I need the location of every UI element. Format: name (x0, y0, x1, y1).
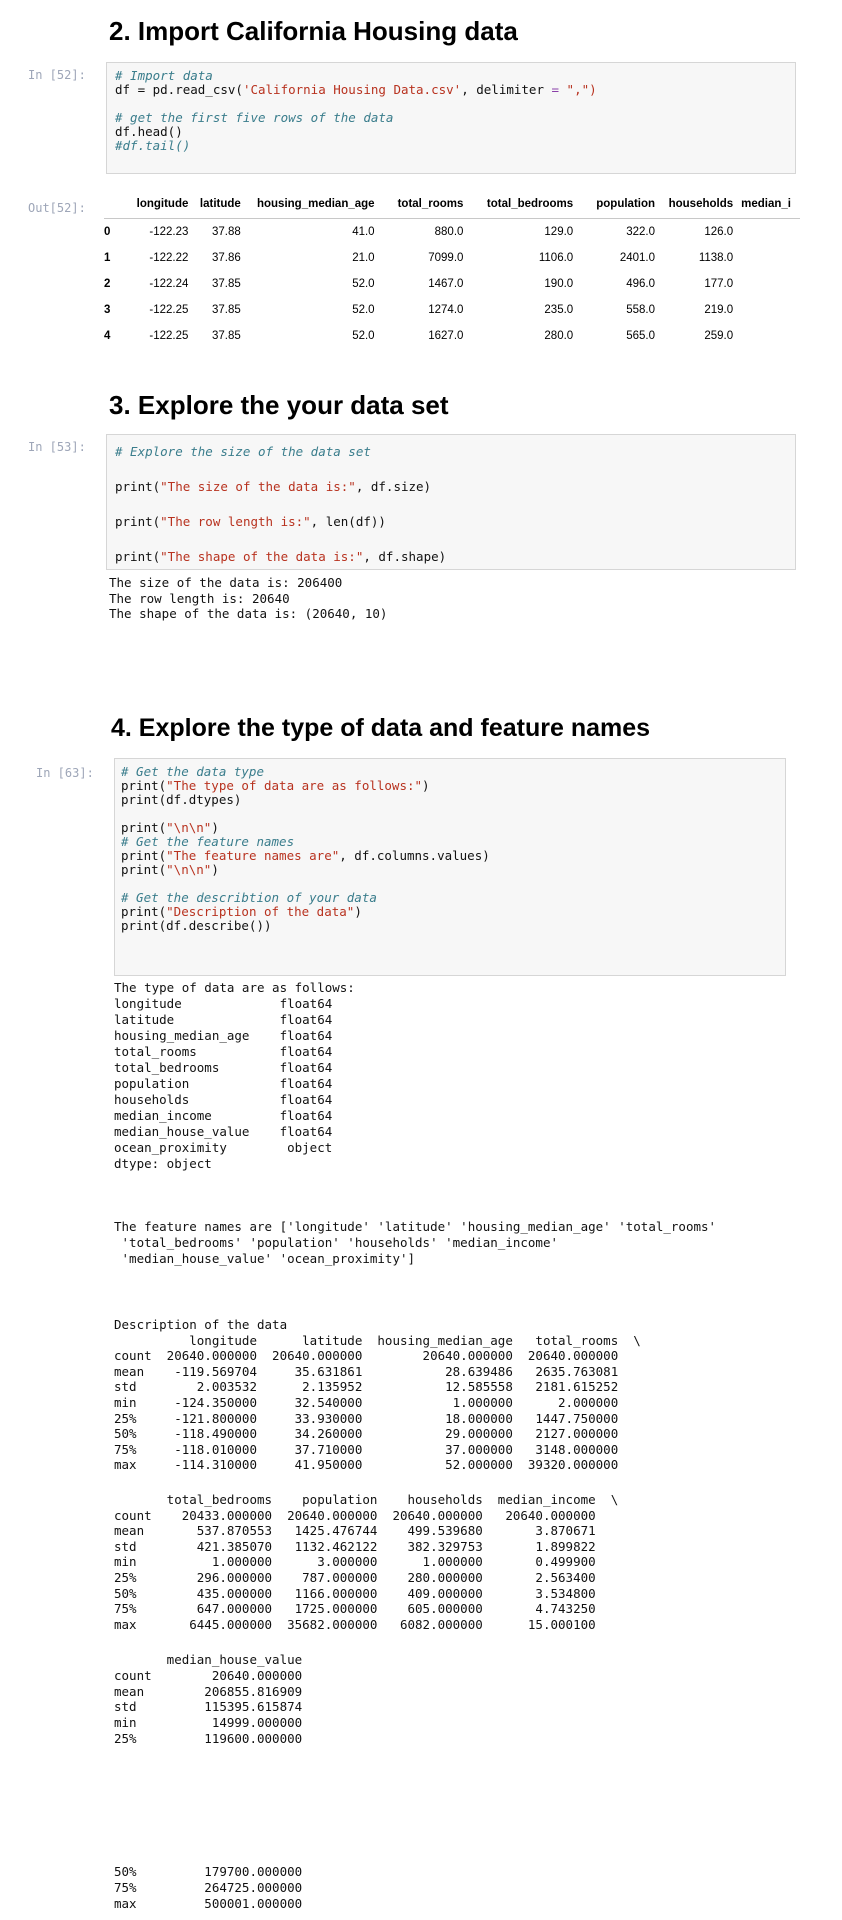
table-row (104, 271, 800, 297)
table-cell: 129.0 (544, 226, 574, 238)
code-cell-53-source (115, 443, 446, 566)
table-header: total_bedrooms (463, 190, 573, 219)
code-cell-52[interactable] (106, 62, 796, 174)
section-4-heading: 4. Explore the type of data and feature names (111, 714, 651, 742)
output-describe-part-1: Description of the data longitude latitude housing_median_age total_rooms \ count 20640.000000 20640.000000 20640.000000 20640.000000 mean -119.569704 35.631861 28.639486 2635.763081 std 2.003532 2.135952 12.585558 2181.615252 min -124.350000 32.540000 1.000000 2.000000 25% -121.800000 33.930000 18.000000 1447.750000 50% -118.490000 34.260000 29.000000 2127.000000 75% -118.010000 37.710000 37.000000 3148.000000 max -114.310000 41.950000 52.000000 39320.000000 (114, 1317, 641, 1473)
table-cell: 1627.0 (428, 330, 464, 342)
code-text: , df.columns.values) (339, 848, 490, 863)
table-header: median_i (733, 190, 800, 219)
code-text: ) (354, 904, 362, 919)
code-text: print( (115, 549, 161, 564)
dataframe-head-table (104, 190, 800, 349)
code-text: , len(df)) (310, 514, 386, 529)
code-text: print( (121, 820, 167, 835)
table-cell: 496.0 (626, 278, 656, 290)
code-cell-53[interactable] (106, 434, 796, 570)
table-cell: 52.0 (352, 330, 375, 342)
table-cell: 37.85 (212, 278, 241, 290)
table-cell: 1106.0 (538, 252, 574, 264)
input-prompt-53: In [53]: (28, 440, 86, 454)
code-text: print( (121, 904, 167, 919)
code-text: print(df.dtypes) (121, 792, 242, 807)
code-comment: #df.tail() (115, 138, 191, 153)
code-string: "\n\n" (166, 862, 212, 877)
table-row (104, 323, 800, 349)
table-cell: 880.0 (434, 226, 464, 238)
output-describe-part-4: 50% 179700.000000 75% 264725.000000 max 500001.000000 (114, 1864, 303, 1911)
table-cell: 126.0 (704, 226, 734, 238)
code-string: ",") (559, 82, 597, 97)
code-text: ) (422, 778, 430, 793)
table-cell-empty (733, 271, 800, 297)
code-text: ) (211, 820, 219, 835)
code-text: print( (121, 778, 167, 793)
code-text: print( (115, 514, 161, 529)
table-cell: 322.0 (626, 226, 656, 238)
code-text: , df.size) (355, 479, 432, 494)
table-header: total_rooms (375, 190, 464, 219)
table-cell: 52.0 (352, 278, 375, 290)
table-cell-empty (733, 219, 800, 246)
code-comment: # Get the feature names (121, 834, 295, 849)
table-header: households (655, 190, 733, 219)
code-text: df.head() (115, 124, 183, 139)
table-cell: 177.0 (704, 278, 734, 290)
output-describe-part-2: total_bedrooms population households median_income \ count 20433.000000 20640.000000 20640.000000 20640.000000 mean 537.870553 1425.476744 499.539680 3.870671 std 421.385070 1132.462122 382.329753 1.899822 min 1.000000 3.000000 1.000000 0.499900 25% 296.000000 787.000000 280.000000 2.563400 50% 435.000000 1166.000000 409.000000 3.534800 75% 647.000000 1725.000000 605.000000 4.743250 max 6445.000000 35682.000000 6082.000000 15.000100 (114, 1492, 619, 1632)
table-header-row (104, 190, 800, 219)
table-header: population (573, 190, 655, 219)
code-string: "The shape of the data is:" (160, 549, 364, 564)
table-cell: 219.0 (704, 304, 734, 316)
code-comment: # Get the data type (121, 764, 264, 779)
code-string: 'California Housing Data.csv' (242, 82, 462, 97)
table-cell: 190.0 (544, 278, 574, 290)
code-string: "The type of data are as follows:" (166, 778, 423, 793)
code-operator: = (551, 82, 560, 97)
table-header-index (104, 190, 131, 219)
table-cell: -122.25 (149, 330, 189, 342)
table-cell: 2401.0 (619, 252, 656, 264)
table-row-index: 4 (104, 330, 111, 342)
table-cell: -122.22 (149, 252, 189, 264)
code-string: "The size of the data is:" (160, 479, 356, 494)
code-text: df = pd.read_csv( (115, 82, 243, 97)
code-text: print(df.describe()) (121, 918, 272, 933)
table-header: housing_median_age (241, 190, 375, 219)
table-cell: 7099.0 (428, 252, 464, 264)
table-cell: 37.86 (212, 252, 241, 264)
table-cell-empty (733, 297, 800, 323)
table-cell: 558.0 (626, 304, 656, 316)
table-cell: 41.0 (352, 226, 375, 238)
code-comment: # Import data (115, 68, 213, 83)
output-describe-part-3: median_house_value count 20640.000000 mean 206855.816909 std 115395.615874 min 14999.000000 25% 119600.000000 (114, 1652, 303, 1746)
table-cell: 235.0 (544, 304, 574, 316)
table-cell: 52.0 (352, 304, 375, 316)
table-cell-empty (733, 245, 800, 271)
input-prompt-63: In [63]: (36, 766, 94, 780)
table-row (104, 297, 800, 323)
section-3-heading: 3. Explore the your data set (109, 390, 449, 420)
table-header: longitude (131, 190, 188, 219)
table-row-index: 1 (104, 252, 111, 264)
table-header: latitude (188, 190, 240, 219)
code-text: print( (121, 848, 167, 863)
code-text: print( (121, 862, 167, 877)
code-cell-52-source (115, 69, 597, 153)
code-string: "Description of the data" (166, 904, 355, 919)
input-prompt-52: In [52]: (28, 68, 86, 82)
output-feature-names: The feature names are ['longitude' 'latitude' 'housing_median_age' 'total_rooms' 'total_bedrooms' 'population' 'households' 'median_income' 'median_house_value' 'ocean_proximity'] (114, 1219, 717, 1266)
table-row (104, 245, 800, 271)
table-row-index: 3 (104, 304, 111, 316)
table-row-index: 2 (104, 278, 111, 290)
code-string: "The feature names are" (166, 848, 340, 863)
code-comment: # get the first five rows of the data (115, 110, 394, 125)
table-cell: 1138.0 (698, 252, 734, 264)
table-cell: -122.25 (149, 304, 189, 316)
output-dtypes: The type of data are as follows: longitude float64 latitude float64 housing_median_age float64 total_rooms float64 total_bedrooms float64 population float64 households float64 median_income float64 median_house_value float64 ocean_proximity object dtype: object (114, 980, 355, 1171)
table-cell: 259.0 (704, 330, 734, 342)
code-string: "The row length is:" (160, 514, 311, 529)
code-text: , delimiter (461, 82, 552, 97)
code-text: print( (115, 479, 161, 494)
table-cell-empty (733, 323, 800, 349)
table-cell: 21.0 (352, 252, 375, 264)
code-text: ) (211, 862, 219, 877)
table-cell: -122.23 (149, 226, 189, 238)
table-row (104, 219, 800, 246)
table-cell: 1274.0 (428, 304, 464, 316)
code-cell-63[interactable] (114, 758, 786, 976)
table-cell: 280.0 (544, 330, 574, 342)
table-cell: 37.85 (212, 304, 241, 316)
table-row-index: 0 (104, 226, 111, 238)
output-prompt-52: Out[52]: (28, 201, 86, 215)
code-text: , df.shape) (363, 549, 447, 564)
output-53: The size of the data is: 206400 The row length is: 20640 The shape of the data is: (20640, 10) (109, 575, 388, 621)
code-comment: # Get the describtion of your data (121, 890, 377, 905)
table-cell: 565.0 (626, 330, 656, 342)
code-string: "\n\n" (166, 820, 212, 835)
code-cell-63-source (121, 765, 490, 933)
table-cell: 1467.0 (428, 278, 464, 290)
table-cell: -122.24 (149, 278, 189, 290)
dataframe-head-table-wrap (104, 190, 800, 349)
table-cell: 37.88 (212, 226, 241, 238)
code-comment: # Explore the size of the data set (115, 444, 371, 459)
section-2-heading: 2. Import California Housing data (109, 16, 518, 46)
table-cell: 37.85 (212, 330, 241, 342)
